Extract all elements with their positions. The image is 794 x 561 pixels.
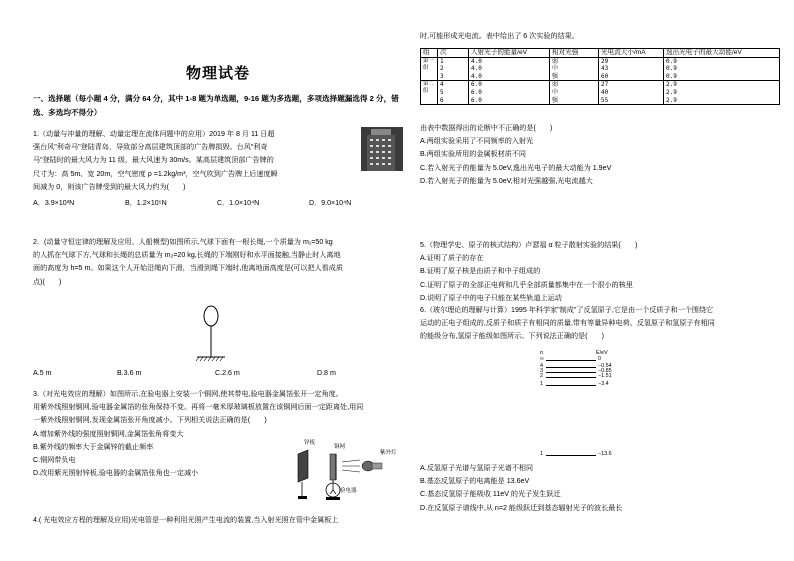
- q6-line: 运动的正电子组成的,反质子和质子有相同的质量,带有等量异种电荷。反氢原子和氢原子有相同: [420, 319, 715, 328]
- q1-option-d[interactable]: D．9.0×10⁴N: [308, 199, 352, 208]
- diagram-n-header: n: [540, 350, 543, 356]
- q2-line: 2．(动量守恒定律的理解及应用、人船模型)如图所示,气球下面有一根长绳,一个质量为 m₁=50 kg: [33, 238, 333, 246]
- level-n: ∞: [540, 356, 544, 362]
- q6-option-c[interactable]: C.基态反氢原子能吸收 11eV 的光子发生跃迁: [420, 490, 561, 499]
- q4-option-c[interactable]: C.若入射光子的能量为 5.0eV,逸出光电子的最大动能为 1.9eV: [420, 163, 612, 172]
- q6-line: 的能级分布,氢原子能级如图所示。下列说法正确的是( ): [420, 332, 605, 341]
- header-ek: 逸出光电子的最大动能/eV: [664, 49, 780, 58]
- q3-option-d[interactable]: D.改用紫光照射锌板,验电器的金属箔张角也一定减小: [33, 469, 199, 478]
- q2-option-a[interactable]: A.5 m: [33, 369, 52, 377]
- q1-option-c[interactable]: C．1.0×10⁴N: [216, 199, 260, 208]
- q5-option-a[interactable]: A.证明了质子的存在: [420, 254, 484, 263]
- q4-prompt: 由表中数据得出的论断中不正确的是( ): [420, 124, 553, 132]
- zinc-plate-label: 锌板: [304, 440, 316, 446]
- q4-option-d[interactable]: D.若入射光子的能量为 5.0eV,相对光强越强,光电流越大: [420, 176, 593, 185]
- question-4-tail: [420, 122, 780, 188]
- uv-lamp-label: 紫外灯: [380, 450, 397, 456]
- q3-option-a[interactable]: A.增加紫外线的强度照射铜网,金属箔张角将变大: [33, 429, 184, 438]
- level-line: [546, 372, 596, 373]
- q3-line: 3.（对光电效应的理解）如图所示,在验电器上安装一个铜网,使其带电,验电器金属箔张开一定角度。: [33, 390, 343, 398]
- q6-option-b[interactable]: B.基态反氢原子的电离能是 13.6eV: [420, 477, 530, 486]
- level-e: −3.4: [598, 381, 609, 387]
- level-n: 4: [540, 363, 543, 369]
- electroscope-label: 验电器: [340, 488, 357, 494]
- level-line: [546, 360, 596, 361]
- cell-current: 27 40 55: [599, 81, 664, 105]
- section-heading: 一、选择题（每小题 4 分，满分 64 分，其中 1-8 题为单选题，9-16 题为多选题，多项选择题漏选得 2 分，错选、多选均不得分）: [33, 94, 399, 117]
- level-line: [546, 455, 596, 456]
- building-photo: [361, 127, 403, 171]
- cell-trials: 1 2 3: [438, 57, 469, 81]
- q4-option-a[interactable]: A.两组实验采用了不同频率的入射光: [420, 137, 534, 146]
- level-line: [546, 385, 596, 386]
- cell-current: 29 43 60: [599, 57, 664, 81]
- table-header-row: [421, 49, 780, 58]
- copper-mesh-label: 铜网: [334, 444, 346, 450]
- q3-line: 一紫外线照射铜网,发现金属箔张开角度减小。下列相关说法正确的是( ): [33, 416, 267, 425]
- level-line: [546, 367, 596, 368]
- header-energy: 入射光子的能量/eV: [469, 49, 550, 58]
- diagram-e-header: E/eV: [596, 350, 608, 356]
- question-6: [420, 304, 780, 344]
- experiment-table: [420, 48, 780, 105]
- q2-options: [33, 367, 401, 380]
- cell-group: 第一组: [421, 57, 438, 81]
- q2-option-b[interactable]: B.3.6 m: [116, 369, 142, 377]
- q2-line: 点)( ): [33, 277, 62, 286]
- cell-trials: 4 5 6: [438, 81, 469, 105]
- q1-line: 尺寸为：高 5m、宽 20m，空气密度 ρ =1.2kg/m³，空气吹到广告牌上后速度瞬: [33, 169, 278, 178]
- table-row: [421, 57, 780, 81]
- cell-energy: 4.0 4.0 4.0: [469, 57, 550, 81]
- cell-energy: 6.0 6.0 6.0: [469, 81, 550, 105]
- cell-ek: 2.9 2.9 2.9: [664, 81, 780, 105]
- header-trial: 次: [438, 49, 469, 58]
- level-e: −0.85: [598, 368, 612, 374]
- q2-option-d[interactable]: D.8 m: [316, 369, 336, 377]
- q1-option-a[interactable]: A．3.9×10³N: [33, 199, 75, 208]
- cell-intensity: 弱 中 强: [550, 81, 599, 105]
- cell-intensity: 弱 中 强: [550, 57, 599, 81]
- q1-options: [33, 197, 401, 210]
- q1-line: 强台风"利奇马"登陆青岛，导致部分高层建筑顶部的广告牌损毁。台风"利奇: [33, 143, 268, 152]
- q2-line: 面的高度为 h=5 m。如果这个人开始沿绳向下滑，当滑到绳下端时,他离地面高度是(可以把人看成质: [33, 264, 343, 273]
- q3-line: 用紫外线照射铜网,验电器金属箔的张角保持不变。再将一毫米厚玻璃板放置在该铜网后面一定距离处,用同: [33, 403, 364, 412]
- level-n: 1: [540, 381, 543, 387]
- q2-option-c[interactable]: C.2.6 m: [214, 369, 240, 377]
- level-line: [546, 377, 596, 378]
- page-title: 物理试卷: [186, 64, 251, 82]
- electroscope-figure: [288, 436, 400, 502]
- level-e: −13.6: [598, 451, 612, 457]
- q2-line: 的人抓在气球下方,气球和长绳的总质量为 m₂=20 kg,长绳的下端刚好和水平面接触,当静止时人离地: [33, 251, 341, 260]
- level-e: −0.54: [598, 363, 612, 369]
- q1-line: 间减为 0，则该广告牌受到的最大风力约为( ): [33, 182, 186, 191]
- q6-line: 6.（玻尔理论的理解与计算）1995 年科学家"制成"了反氢原子,它是由一个反质子和一个围绕它: [420, 306, 714, 314]
- q5-option-d[interactable]: D.说明了原子中的电子只能在某些轨道上运动: [420, 293, 562, 302]
- header-current: 光电流大小/mA: [599, 49, 664, 58]
- question-2: [33, 236, 401, 289]
- question-5: [420, 239, 780, 305]
- energy-level-diagram: [540, 350, 640, 462]
- q6-option-a[interactable]: A.反氢原子光谱与氢原子光谱不相同: [420, 464, 534, 472]
- q4-line: 时,可能形成光电流。表中给出了 6 次实验的结果。: [420, 32, 579, 40]
- q3-option-c[interactable]: C.铜网带负电: [33, 456, 76, 465]
- q5-option-b[interactable]: B.证明了原子核是由质子和中子组成的: [420, 267, 541, 276]
- level-n: 2: [540, 373, 543, 379]
- level-e: 0: [598, 356, 601, 362]
- q4-option-b[interactable]: B.两组实验所用的金属板材质不同: [420, 150, 527, 159]
- level-n: 1: [540, 451, 543, 457]
- q3-option-b[interactable]: B.紫外线的频率大于金属锌的截止频率: [33, 442, 154, 451]
- q1-line: 马"登陆时的最大风力为 11 级，最大风速为 30m/s。某高层建筑顶部广告牌的: [33, 156, 274, 165]
- table-row: [421, 81, 780, 105]
- balloon-figure: [193, 303, 229, 363]
- q6-option-d[interactable]: D.在反氢原子谱线中,从 n=2 能级跃迁到基态辐射光子的波长最长: [420, 503, 623, 512]
- q1-option-b[interactable]: B．1.2×10⁵N: [124, 199, 167, 208]
- header-intensity: 相对光强: [550, 49, 599, 58]
- header-group: 组: [421, 49, 438, 58]
- q5-option-c[interactable]: C.证明了原子的全部正电荷和几乎全部质量都集中在一个很小的核里: [420, 280, 633, 289]
- cell-group: 第二组: [421, 81, 438, 105]
- q5-line: 5.（物理学史、原子的核式结构）卢瑟福 α 粒子散射实验的结果( ): [420, 241, 638, 249]
- level-n: 3: [540, 368, 543, 374]
- q1-line: 1.（动量与冲量的理解、动量定理在流体问题中的应用）2019 年 8 月 11 日超: [33, 130, 275, 138]
- q4-line: 4.( 光电效应方程的理解及应用)光电管是一种利用光照产生电流的装置,当入射光照在管中金属板上: [33, 516, 339, 524]
- question-1: [33, 128, 401, 210]
- level-e: −1.51: [598, 373, 612, 379]
- question-6-options: [420, 462, 780, 515]
- cell-ek: 0.9 0.9 0.9: [664, 57, 780, 81]
